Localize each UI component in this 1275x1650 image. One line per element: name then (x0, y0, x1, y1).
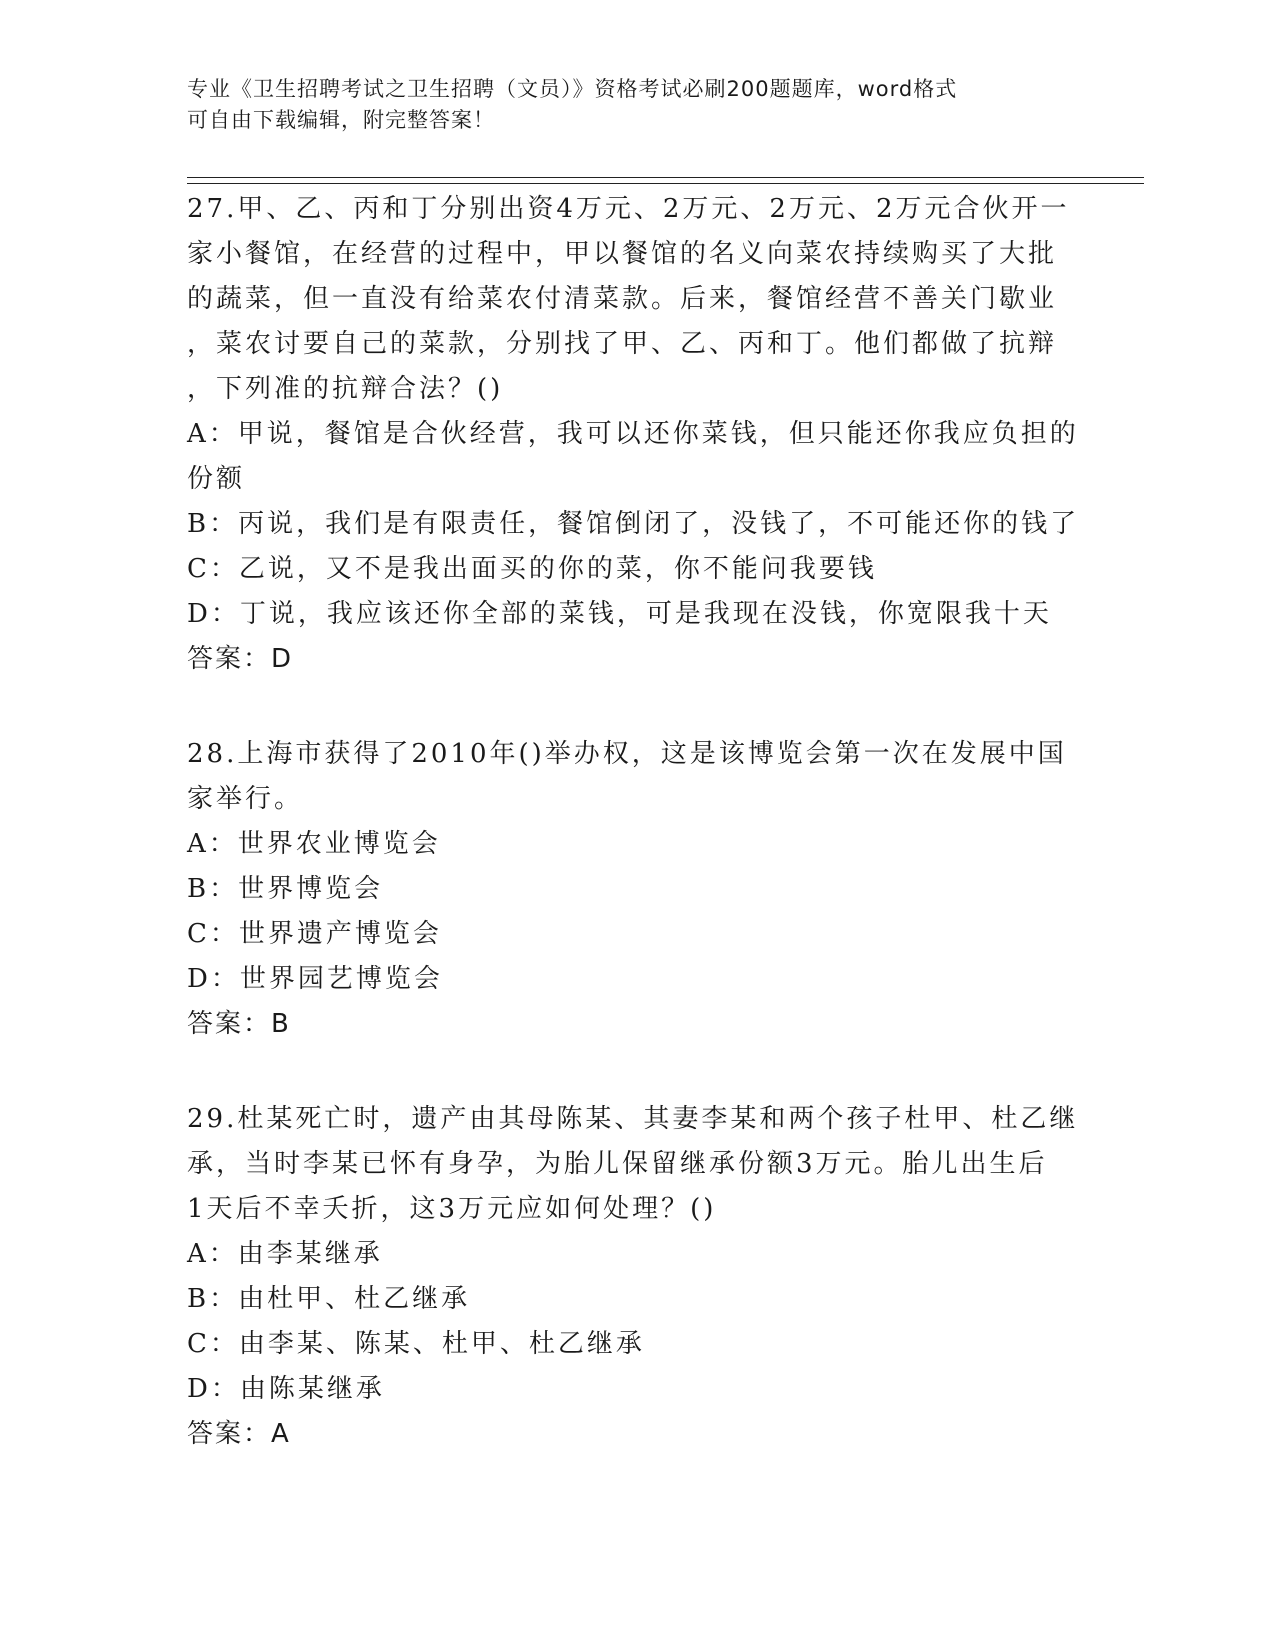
question-text: 27.甲、乙、丙和丁分别出资4万元、2万元、2万元、2万元合伙开一 家小餐馆，在经营的过程中，甲以餐馆的名义向菜农持续购买了大批 的蔬菜，但一直没有给菜农付清菜款。后来，餐馆经营不善关门歇业 ，菜农讨要自己的菜款，分别找了甲、乙、丙和丁。他们都做了抗辩 ，下列准的抗辩合法？() (187, 194, 1070, 404)
option-c: C：乙说，又不是我出面买的你的菜，你不能问我要钱 (187, 554, 877, 584)
option-d: D：世界园艺博览会 (187, 964, 443, 994)
question-29 (187, 1097, 1087, 1457)
option-d: D：由陈某继承 (187, 1374, 385, 1404)
question-27 (187, 187, 1087, 682)
header-line-1: 专业《卫生招聘考试之卫生招聘（文员）》资格考试必刷200题题库，word格式 (187, 77, 958, 101)
option-a: A：世界农业博览会 (187, 829, 441, 859)
answer: 答案：D (187, 644, 294, 674)
option-b: B：丙说，我们是有限责任，餐馆倒闭了，没钱了，不可能还你的钱了 (187, 509, 1080, 539)
question-text: 28.上海市获得了2010年()举办权，这是该博览会第一次在发展中国 家举行。 (187, 739, 1067, 814)
option-b: B：由杜甲、杜乙继承 (187, 1284, 471, 1314)
option-c: C：世界遗产博览会 (187, 919, 442, 949)
option-d: D：丁说，我应该还你全部的菜钱，可是我现在没钱，你宽限我十天 (187, 599, 1052, 629)
option-b: B：世界博览会 (187, 874, 384, 904)
option-c: C：由李某、陈某、杜甲、杜乙继承 (187, 1329, 645, 1359)
answer: 答案：B (187, 1009, 291, 1039)
header-line-2: 可自由下载编辑，附完整答案！ (187, 108, 495, 132)
document-header (187, 74, 1067, 136)
header-divider-bottom (187, 183, 1144, 184)
answer: 答案：A (187, 1419, 291, 1449)
option-a: A：甲说，餐馆是合伙经营，我可以还你菜钱，但只能还你我应负担的 份额 (187, 419, 1079, 494)
option-a: A：由李某继承 (187, 1239, 383, 1269)
question-28 (187, 732, 1087, 1047)
question-text: 29.杜某死亡时，遗产由其母陈某、其妻李某和两个孩子杜甲、杜乙继 承，当时李某已怀有身孕，为胎儿保留继承份额3万元。胎儿出生后 1天后不幸夭折，这3万元应如何处理？() (187, 1104, 1079, 1224)
header-divider-top (187, 177, 1144, 178)
